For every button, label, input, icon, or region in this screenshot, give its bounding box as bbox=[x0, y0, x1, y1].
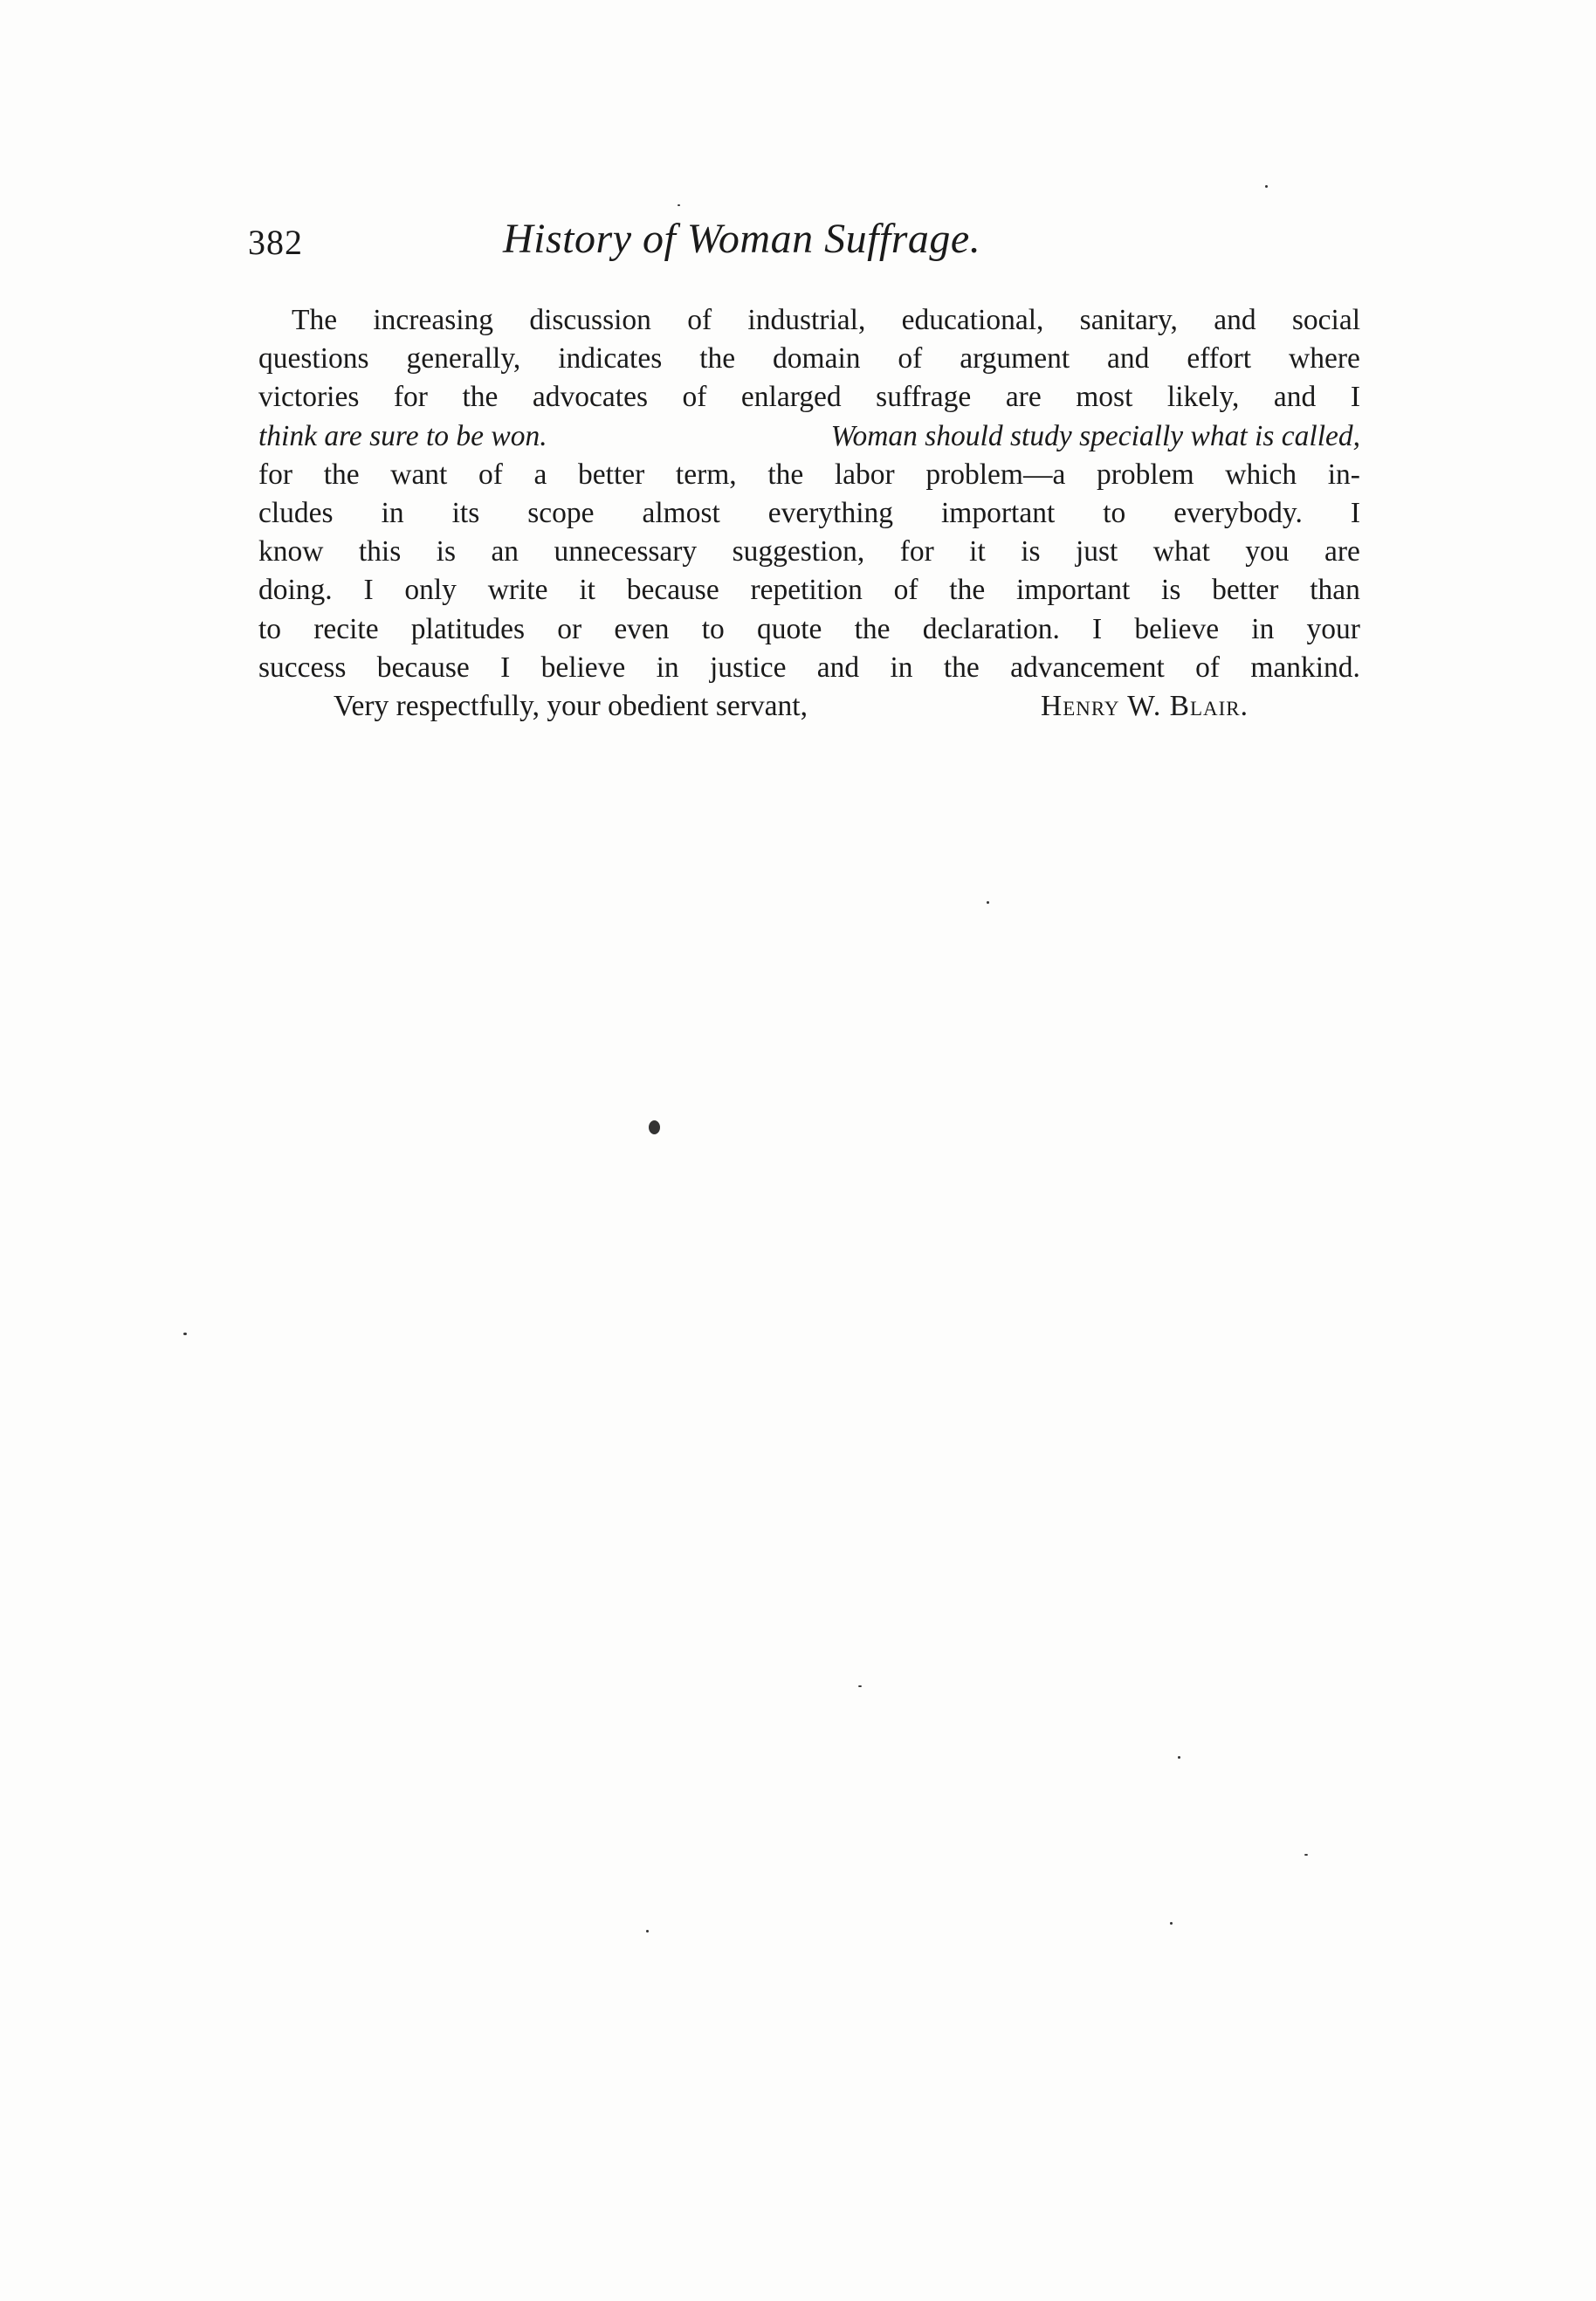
italic-phrase: think are sure to be won. bbox=[258, 419, 547, 452]
word: justice bbox=[710, 651, 787, 684]
word: the bbox=[943, 651, 980, 684]
word: of bbox=[478, 458, 503, 491]
text-line bbox=[258, 456, 1360, 494]
word: what bbox=[1152, 535, 1210, 568]
word: in bbox=[381, 496, 404, 529]
word: a bbox=[533, 458, 547, 491]
word: the bbox=[699, 342, 736, 375]
word: recite bbox=[313, 612, 379, 645]
word: believe bbox=[540, 651, 626, 684]
word: you bbox=[1245, 535, 1290, 568]
word: of bbox=[898, 342, 923, 375]
text-line bbox=[258, 494, 1360, 533]
letter-paragraph bbox=[258, 301, 1360, 687]
word: mankind. bbox=[1250, 651, 1360, 684]
ink-speck bbox=[183, 1333, 187, 1335]
word: domain bbox=[773, 342, 861, 375]
word: the bbox=[949, 574, 986, 607]
word: it bbox=[969, 535, 986, 568]
word: and bbox=[1214, 304, 1256, 336]
word: problem bbox=[1096, 458, 1194, 491]
word: term, bbox=[675, 458, 737, 491]
word: and bbox=[1107, 342, 1150, 375]
word: is bbox=[1021, 535, 1041, 568]
word: the bbox=[854, 612, 891, 645]
word: platitudes bbox=[410, 612, 526, 645]
text-line bbox=[258, 417, 1360, 456]
word: scope bbox=[527, 496, 595, 529]
page-number: 382 bbox=[248, 223, 303, 262]
word: just bbox=[1075, 535, 1118, 568]
ink-speck bbox=[1170, 1922, 1173, 1925]
word: in- bbox=[1327, 458, 1360, 491]
letter-signature: Henry W. Blair. bbox=[1041, 690, 1249, 722]
word: enlarged bbox=[740, 381, 842, 414]
word: I bbox=[1350, 496, 1360, 529]
word: are bbox=[1005, 381, 1042, 414]
word: and bbox=[816, 651, 860, 684]
italic-phrase: Woman should study specially what is called, bbox=[830, 419, 1360, 452]
word: educational, bbox=[901, 304, 1044, 336]
text-line bbox=[258, 649, 1360, 687]
word: or bbox=[557, 612, 582, 645]
ink-dot bbox=[649, 1120, 660, 1134]
text-line bbox=[258, 340, 1360, 378]
word: labor bbox=[834, 458, 895, 491]
running-head bbox=[248, 215, 1348, 276]
word: victories bbox=[258, 381, 360, 414]
ink-speck bbox=[1178, 1756, 1180, 1759]
word: because bbox=[626, 574, 719, 607]
word: are bbox=[1324, 535, 1360, 568]
word: the bbox=[323, 458, 360, 491]
word: in bbox=[1251, 612, 1275, 645]
word: and bbox=[1273, 381, 1317, 414]
word: which bbox=[1225, 458, 1297, 491]
word: questions bbox=[258, 342, 369, 375]
word: social bbox=[1291, 304, 1360, 336]
word: I bbox=[500, 651, 511, 684]
word: the bbox=[767, 458, 804, 491]
word: everybody. bbox=[1173, 496, 1303, 529]
word: advancement bbox=[1010, 651, 1165, 684]
word: an bbox=[491, 535, 519, 568]
word: where bbox=[1289, 342, 1360, 375]
word: because bbox=[376, 651, 470, 684]
word: to bbox=[701, 612, 725, 645]
word: want bbox=[390, 458, 448, 491]
word: effort bbox=[1187, 342, 1252, 375]
word: to bbox=[1103, 496, 1126, 529]
word: know bbox=[258, 535, 324, 568]
running-title: History of Woman Suffrage. bbox=[503, 216, 981, 262]
word: suggestion, bbox=[732, 535, 865, 568]
word: indicates bbox=[558, 342, 663, 375]
text-line bbox=[258, 610, 1360, 649]
word: better bbox=[1212, 574, 1279, 607]
word: better bbox=[578, 458, 645, 491]
word: suffrage bbox=[876, 381, 972, 414]
word: of bbox=[1195, 651, 1221, 684]
ink-speck bbox=[1304, 1854, 1308, 1856]
word: I bbox=[1092, 612, 1103, 645]
word: advocates bbox=[532, 381, 648, 414]
word: write bbox=[487, 574, 548, 607]
text-line bbox=[258, 571, 1360, 610]
word: increasing bbox=[373, 304, 494, 336]
word: even bbox=[614, 612, 670, 645]
word: discussion bbox=[529, 304, 651, 336]
word: I bbox=[363, 574, 374, 607]
word: industrial, bbox=[747, 304, 866, 336]
word: doing. bbox=[258, 574, 333, 607]
word: your bbox=[1306, 612, 1360, 645]
word: declaration. bbox=[922, 612, 1060, 645]
word: the bbox=[462, 381, 499, 414]
word: The bbox=[292, 304, 338, 336]
word: this bbox=[358, 535, 402, 568]
word: important bbox=[1016, 574, 1131, 607]
word: for bbox=[258, 458, 293, 491]
word: likely, bbox=[1166, 381, 1240, 414]
word: I bbox=[1350, 381, 1360, 414]
text-line bbox=[258, 378, 1360, 417]
word: everything bbox=[767, 496, 894, 529]
word: important bbox=[941, 496, 1056, 529]
word: in bbox=[656, 651, 679, 684]
word: is bbox=[436, 535, 457, 568]
ink-speck bbox=[1265, 185, 1268, 188]
word: for bbox=[393, 381, 428, 414]
word: cludes bbox=[258, 496, 334, 529]
word: argument bbox=[960, 342, 1070, 375]
word: of bbox=[893, 574, 918, 607]
word: of bbox=[687, 304, 712, 336]
word: sanitary, bbox=[1079, 304, 1178, 336]
ink-speck bbox=[858, 1685, 862, 1687]
letter-closing: Very respectfully, your obedient servant, bbox=[334, 690, 808, 722]
word: for bbox=[899, 535, 934, 568]
word: its bbox=[451, 496, 480, 529]
text-line bbox=[258, 533, 1360, 571]
word: believe bbox=[1134, 612, 1220, 645]
word: is bbox=[1161, 574, 1181, 607]
word: almost bbox=[642, 496, 720, 529]
word: repetition bbox=[750, 574, 863, 607]
ink-speck bbox=[646, 1930, 649, 1932]
word: of bbox=[682, 381, 707, 414]
word: than bbox=[1310, 574, 1360, 607]
word: it bbox=[579, 574, 595, 607]
ink-speck bbox=[678, 204, 680, 206]
word: to bbox=[258, 612, 282, 645]
word: generally, bbox=[406, 342, 521, 375]
word: most bbox=[1076, 381, 1133, 414]
text-line bbox=[258, 301, 1360, 340]
word: success bbox=[258, 651, 347, 684]
word: problem—a bbox=[925, 458, 1066, 491]
word: unnecessary bbox=[554, 535, 698, 568]
word: quote bbox=[756, 612, 822, 645]
word: in bbox=[890, 651, 913, 684]
ink-speck bbox=[987, 901, 989, 904]
word: only bbox=[404, 574, 457, 607]
